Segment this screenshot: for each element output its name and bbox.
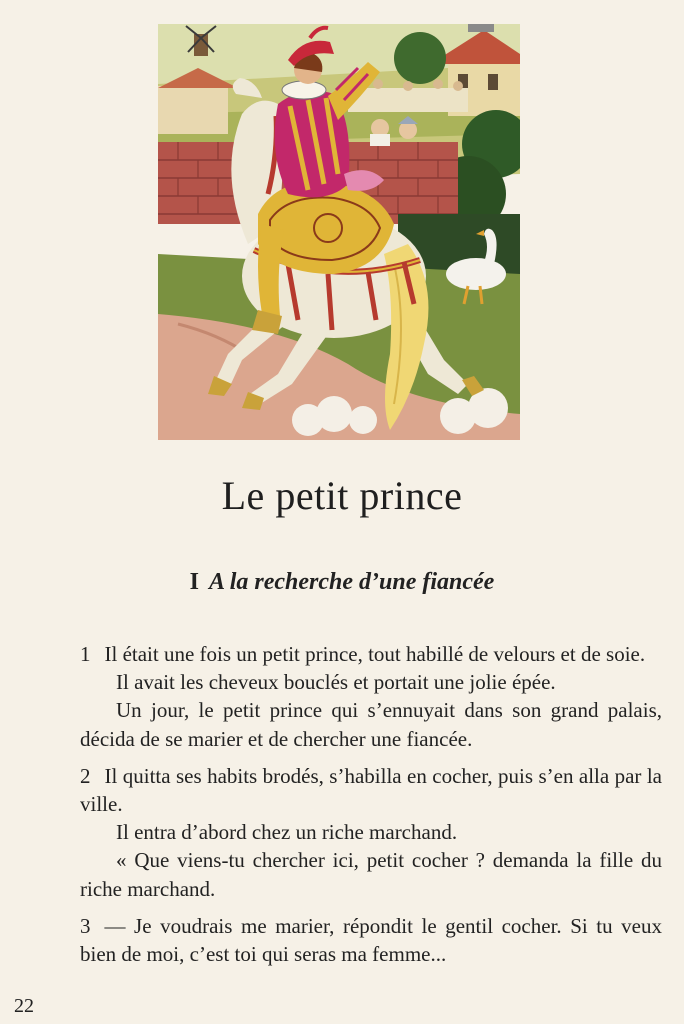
paragraph-1-line-3: Un jour, le petit prince qui s’ennuyait dans son grand palais, décida de se marier et de chercher une fiancée.	[80, 698, 662, 751]
chapter-title: A la recherche d’une fiancée	[209, 569, 495, 595]
paragraph-2-line-1: 2 Il quitta ses habits brodés, s’habilla en cocher, puis s’en alla par la ville.	[80, 763, 662, 817]
paragraph-number: 2	[80, 763, 91, 788]
paragraph-number: 3	[80, 913, 91, 938]
paragraph-2-line-2: Il entra d’abord chez un riche marchand.	[116, 820, 458, 845]
prince-on-horse-illustration	[158, 24, 520, 440]
paragraph-1-line-1: 1 Il était une fois un petit prince, tout habillé de velours et de soie.	[80, 640, 662, 668]
story-text	[80, 640, 662, 968]
chapter-number: I	[189, 569, 200, 595]
chapter-heading	[0, 566, 684, 598]
page-number: 22	[14, 995, 34, 1017]
paragraph-number: 1	[80, 642, 91, 666]
tree	[394, 32, 446, 84]
paragraph-2-line-3: « Que viens-tu chercher ici, petit cocher ? demanda la fille du riche marchand.	[80, 848, 662, 901]
paragraph-3-line-1: 3 — Je voudrais me marier, répondit le gentil cocher. Si tu veux bien de moi, c’est toi qui seras ma femme...	[80, 913, 662, 967]
page-title: Le petit prince	[221, 473, 463, 518]
paragraph-1-line-2: Il avait les cheveux bouclés et portait une jolie épée.	[116, 670, 556, 695]
